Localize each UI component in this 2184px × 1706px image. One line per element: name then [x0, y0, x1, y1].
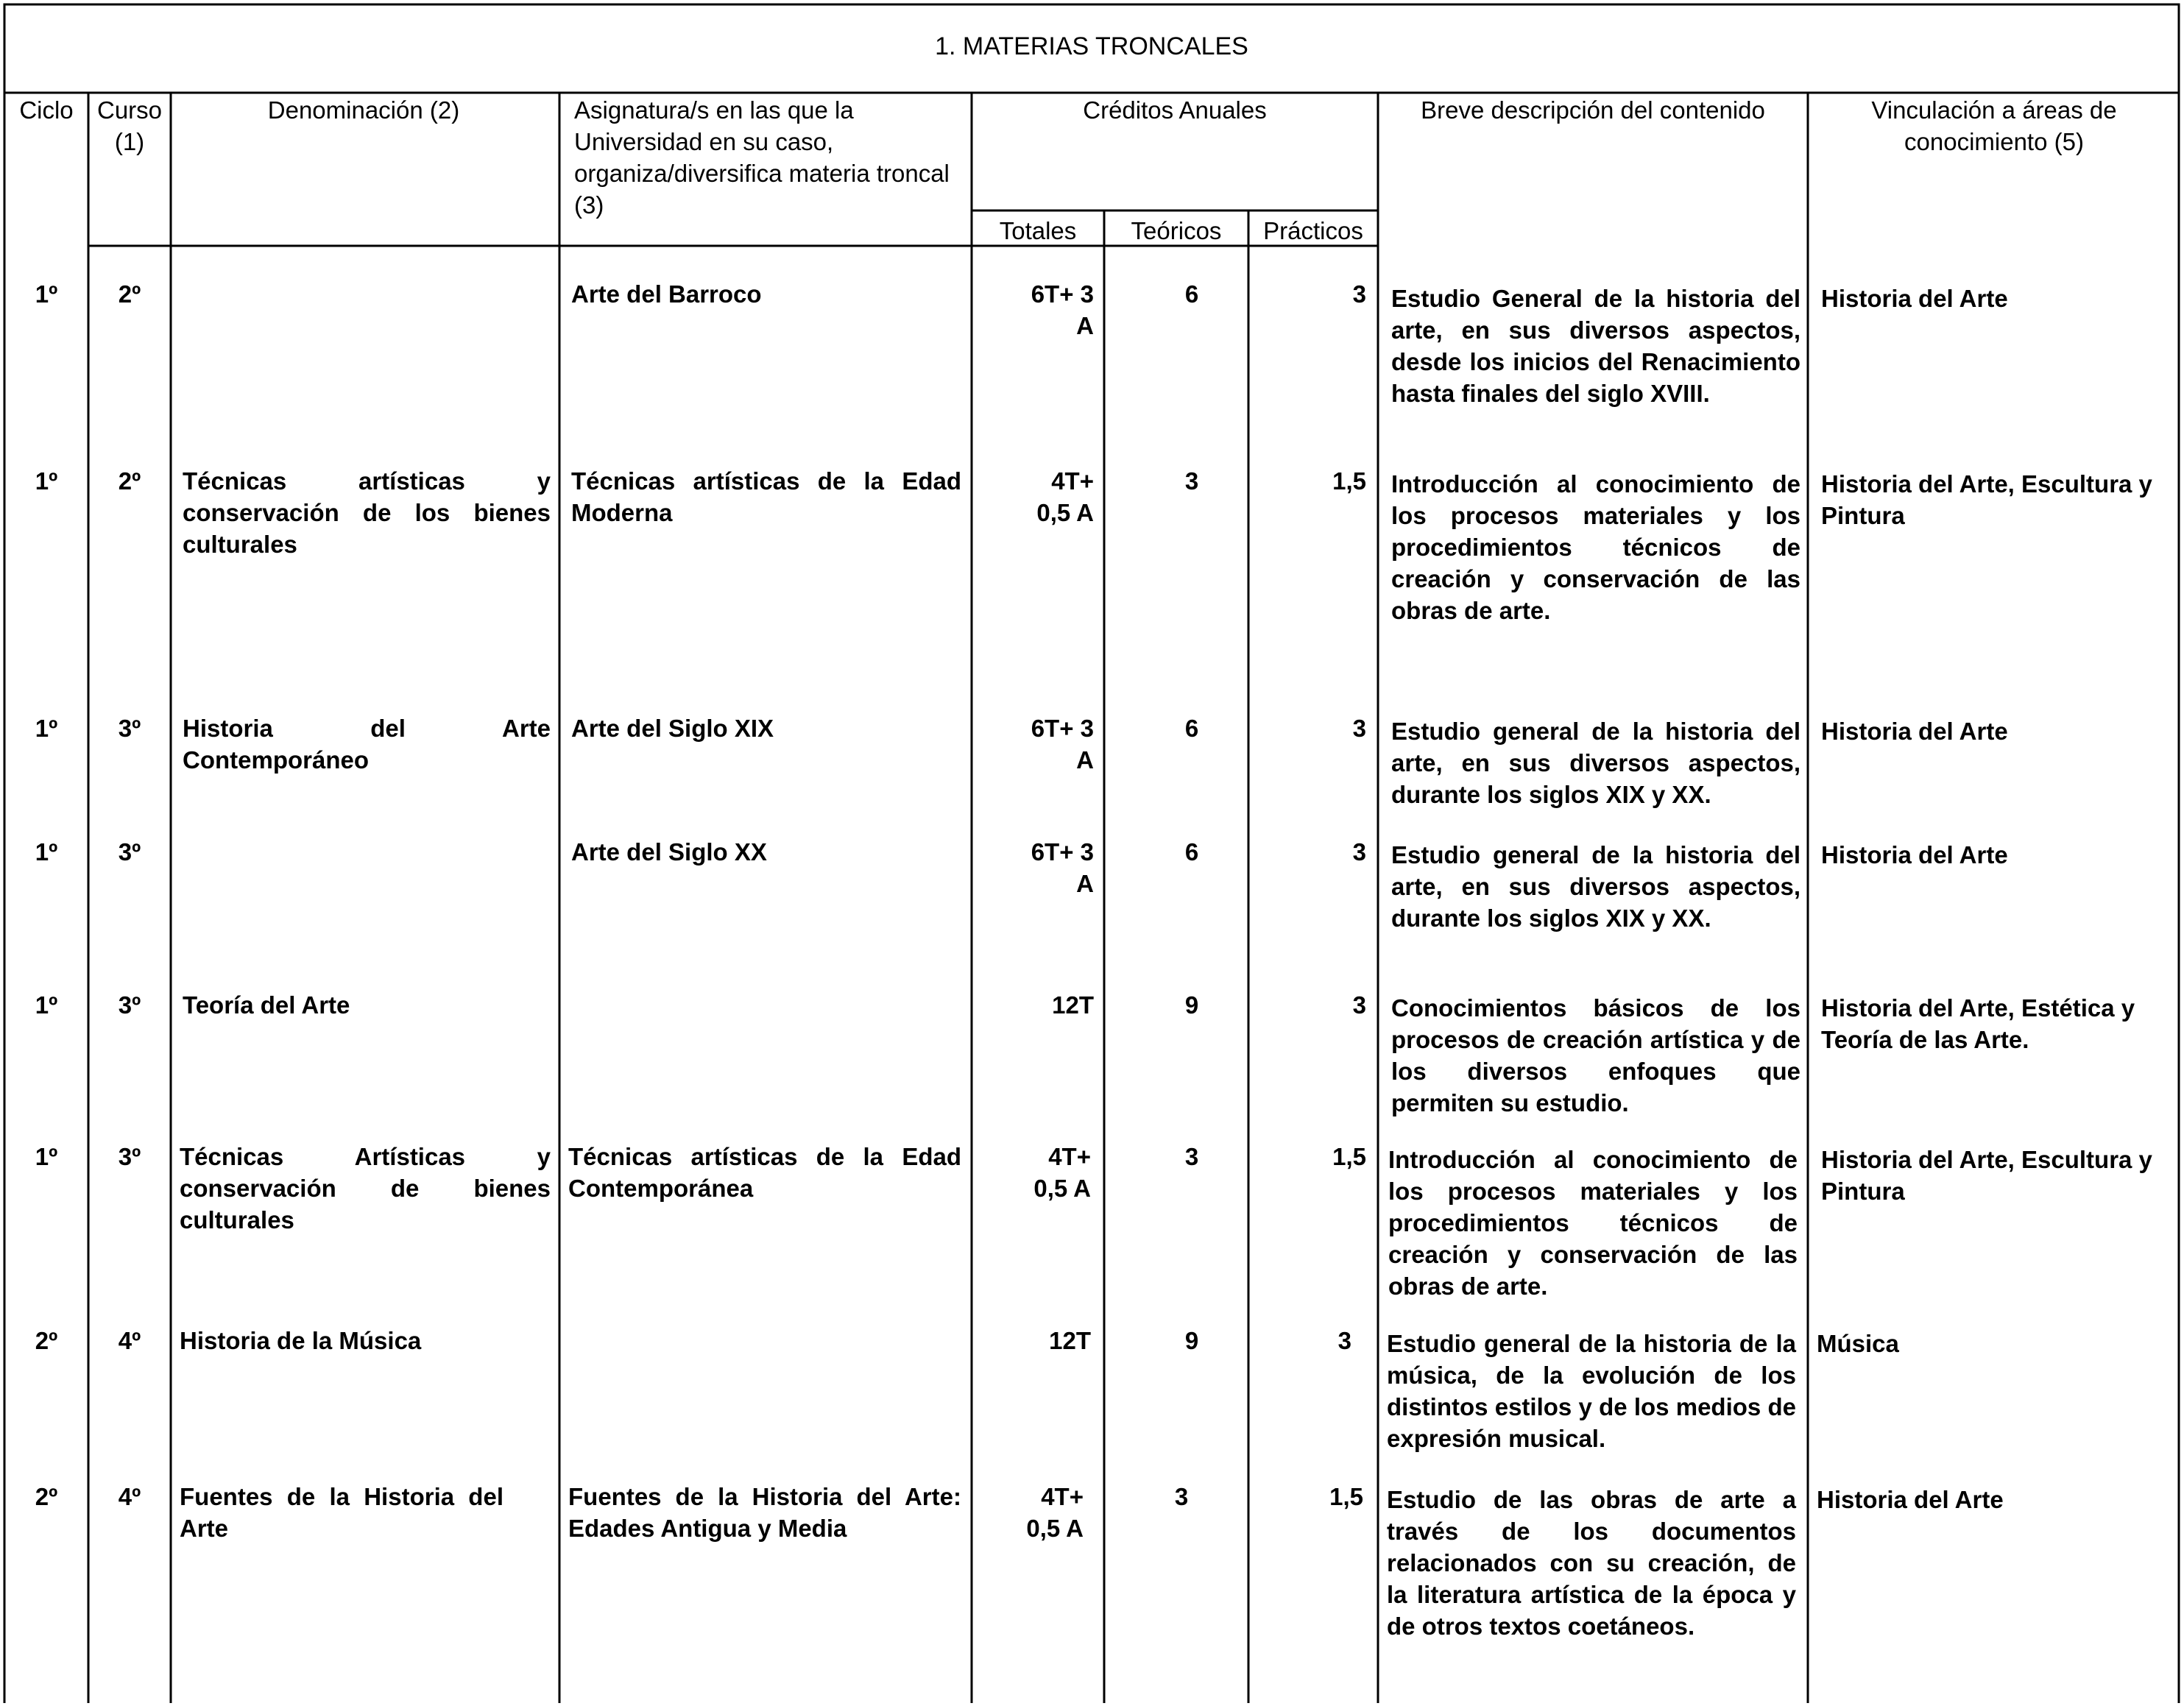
- cell-descripcion: Conocimientos básicos de los procesos de creación artística y de los diversos enfoques que permiten su estudio.: [1391, 994, 1800, 1116]
- cell-teoricos: 9: [1184, 1327, 1199, 1354]
- cell-curso: 2º: [118, 280, 141, 308]
- cell-practicos: 3: [1352, 838, 1366, 866]
- cell-totales: 12T: [1049, 1327, 1091, 1354]
- cell-descripcion: Estudio de las obras de arte a través de los documentos relacionados con su creación, de la literatura artística de la época y de otros textos coetáneos.: [1387, 1486, 1796, 1640]
- cell-ciclo: 1º: [35, 838, 58, 866]
- cell-totales: 6T+ 3 A: [1031, 838, 1094, 897]
- cell-ciclo: 1º: [35, 991, 58, 1019]
- cell-totales: 12T: [1052, 991, 1094, 1019]
- cell-asignatura: Técnicas artísticas de la Edad Moderna: [571, 467, 961, 526]
- cell-descripcion: Estudio general de la historia del arte, en sus diversos aspectos, durante los siglos XIX y XX.: [1391, 841, 1800, 932]
- cell-totales: 4T+ 0,5 A: [1036, 467, 1094, 526]
- cell-curso: 3º: [118, 991, 141, 1019]
- cell-totales: 4T+ 0,5 A: [1033, 1143, 1091, 1202]
- document-page: [3, 3, 2180, 1703]
- cell-descripcion: Estudio General de la historia del arte, en sus diversos aspectos, desde los inicios del Renacimiento hasta finales del siglo XVIII.: [1391, 285, 1800, 407]
- cell-practicos: 3: [1352, 280, 1366, 308]
- cell-denominacion: Fuentes de la Historia del Arte: [180, 1483, 503, 1542]
- header-denominacion: Denominación (2): [267, 96, 460, 124]
- cell-vinculacion: Historia del Arte: [1817, 1486, 2004, 1513]
- cell-curso: 2º: [118, 467, 141, 495]
- cell-ciclo: 1º: [35, 280, 58, 308]
- cell-curso: 3º: [118, 1143, 141, 1170]
- cell-totales: 6T+ 3 A: [1031, 715, 1094, 774]
- cell-descripcion: Estudio general de la historia de la música, de la evolución de los distintos estilos y de los medios de expresión musical.: [1387, 1330, 1796, 1452]
- cell-asignatura: Fuentes de la Historia del Arte: Edades Antigua y Media: [568, 1483, 961, 1542]
- cell-curso: 4º: [118, 1327, 141, 1354]
- cell-asignatura: Técnicas artísticas de la Edad Contemporánea: [568, 1143, 961, 1202]
- cell-teoricos: 3: [1184, 467, 1199, 495]
- header-practicos: Prácticos: [1263, 217, 1363, 244]
- table-title: 1. MATERIAS TRONCALES: [935, 32, 1248, 60]
- cell-descripcion: Introducción al conocimiento de los procesos materiales y los procedimientos técnicos de creación y conservación de las obras de arte.: [1388, 1146, 1798, 1300]
- header-creditos: Créditos Anuales: [1083, 96, 1267, 124]
- cell-ciclo: 1º: [35, 715, 58, 742]
- cell-teoricos: 9: [1184, 991, 1199, 1019]
- cell-denominacion: Historia de la Música: [180, 1327, 422, 1354]
- cell-asignatura: Arte del Siglo XX: [571, 838, 767, 866]
- header-teoricos: Teóricos: [1131, 217, 1222, 244]
- header-curso: Curso (1): [96, 96, 163, 155]
- cell-vinculacion: Historia del Arte: [1821, 718, 2008, 745]
- cell-teoricos: 6: [1184, 715, 1199, 742]
- cell-practicos: 3: [1352, 715, 1366, 742]
- cell-practicos: 1,5: [1332, 1143, 1366, 1170]
- cell-totales: 4T+ 0,5 A: [1026, 1483, 1084, 1542]
- cell-teoricos: 6: [1184, 280, 1199, 308]
- cell-practicos: 1,5: [1329, 1483, 1363, 1510]
- cell-denominacion: Teoría del Arte: [183, 991, 350, 1019]
- header-vinculacion: Vinculación a áreas de conocimiento (5): [1871, 96, 2117, 155]
- cell-curso: 3º: [118, 715, 141, 742]
- cell-vinculacion: Historia del Arte, Escultura y Pintura: [1821, 470, 2152, 529]
- cell-descripcion: Introducción al conocimiento de los procesos materiales y los procedimientos técnicos de creación y conservación de las obras de arte.: [1391, 470, 1800, 624]
- cell-vinculacion: Historia del Arte, Estética y Teoría de las Arte.: [1821, 994, 2135, 1053]
- cell-teoricos: 6: [1184, 838, 1199, 866]
- cell-vinculacion: Historia del Arte: [1821, 841, 2008, 868]
- cell-ciclo: 1º: [35, 467, 58, 495]
- cell-denominacion: Historia del Arte Contemporáneo: [183, 715, 551, 774]
- cell-vinculacion: Historia del Arte, Escultura y Pintura: [1821, 1146, 2152, 1205]
- header-ciclo: Ciclo: [19, 96, 74, 124]
- cell-descripcion: Estudio general de la historia del arte, en sus diversos aspectos, durante los siglos XIX y XX.: [1391, 718, 1800, 808]
- cell-asignatura: Arte del Barroco: [571, 280, 762, 308]
- cell-denominacion: Técnicas artísticas y conservación de los bienes culturales: [183, 467, 551, 558]
- cell-vinculacion: Música: [1817, 1330, 1899, 1357]
- cell-ciclo: 2º: [35, 1327, 58, 1354]
- cell-vinculacion: Historia del Arte: [1821, 285, 2008, 312]
- cell-practicos: 1,5: [1332, 467, 1366, 495]
- cell-curso: 3º: [118, 838, 141, 866]
- cell-practicos: 3: [1337, 1327, 1351, 1354]
- header-descripcion: Breve descripción del contenido: [1421, 96, 1765, 124]
- cell-teoricos: 3: [1184, 1143, 1199, 1170]
- cell-curso: 4º: [118, 1483, 141, 1510]
- header-totales: Totales: [999, 217, 1077, 244]
- header-asignatura: Asignatura/s en las que la Universidad en su caso, organiza/diversifica materia troncal (3): [574, 96, 950, 219]
- cell-denominacion: Técnicas Artísticas y conservación de bienes culturales: [180, 1143, 551, 1234]
- cell-ciclo: 2º: [35, 1483, 58, 1510]
- cell-ciclo: 1º: [35, 1143, 58, 1170]
- cell-teoricos: 3: [1174, 1483, 1189, 1510]
- cell-asignatura: Arte del Siglo XIX: [571, 715, 774, 742]
- cell-practicos: 3: [1352, 991, 1366, 1019]
- cell-totales: 6T+ 3 A: [1031, 280, 1094, 339]
